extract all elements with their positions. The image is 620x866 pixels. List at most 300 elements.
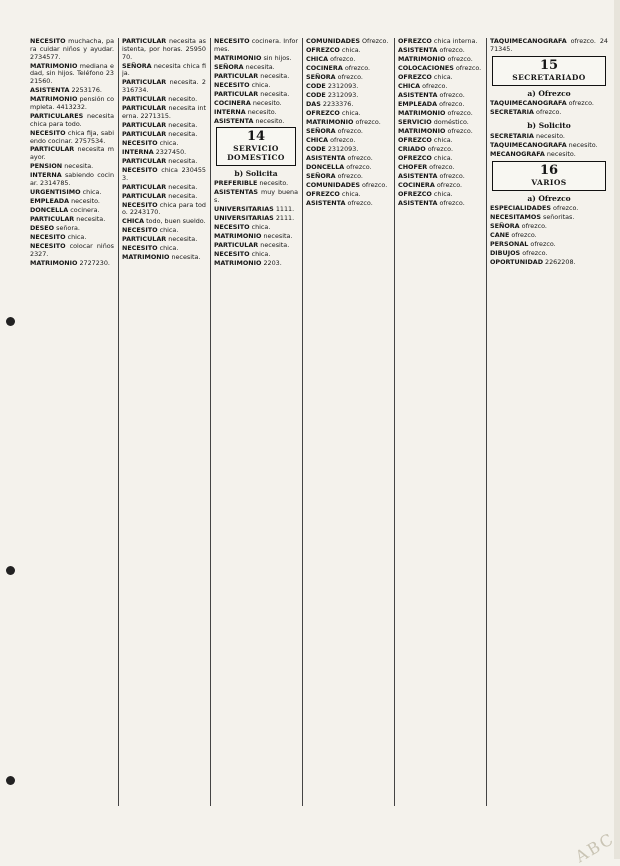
classified-ad [30,146,114,162]
ad-keyword: DESEO [30,223,55,232]
ad-text: sabiendo cocinar. 2314785. [30,171,114,188]
classified-ad [398,119,482,127]
ad-keyword: NECESITO [122,200,158,209]
ad-keyword: MATRIMONIO [214,259,262,268]
classified-ad [30,130,114,146]
classified-ad [30,198,114,206]
classified-ad [490,232,608,240]
ad-keyword: NECESITO [214,223,250,232]
ad-keyword: MECANOGRAFA [490,150,545,159]
ad-keyword: MATRIMONIO [30,258,78,267]
classified-ad [30,234,114,242]
ad-text: ofrezco. [520,249,548,258]
ad-keyword: ASISTENTA [30,86,70,95]
ad-text: ofrezco. [528,240,556,249]
ad-column-5 [398,38,482,806]
ad-keyword: PARTICULAR [122,104,167,113]
classified-ad [122,122,206,130]
ad-text: chica. [339,45,361,54]
ad-text: sin hijos. [261,53,292,62]
ad-text: chica fija, sabiendo cocinar. 2757534. [30,128,114,145]
ad-keyword: PARTICULAR [214,89,259,98]
ad-keyword: NECESITO [214,250,250,259]
ad-keyword: PARTICULAR [122,120,167,129]
ad-keyword: COMUNIDADES [306,38,360,45]
ad-text: ofrezco. 2471345. [490,38,608,53]
classified-ad [398,191,482,199]
classified-ad [306,110,390,118]
section-16-header [492,161,606,191]
ad-keyword: PARTICULAR [122,191,167,200]
classified-ad [306,137,390,145]
ad-text: ofrezco. [353,117,381,126]
ad-text: necesito. [250,98,282,107]
classified-ad [306,146,390,154]
ad-keyword: PARTICULAR [30,214,75,223]
classified-ad [398,173,482,181]
ad-text: ofrezco. [519,222,547,231]
binding-hole-icon [6,566,15,575]
ad-keyword: PARTICULAR [122,235,167,244]
ad-column-6 [490,38,608,806]
ad-keyword: NECESITO [30,232,66,241]
section-14-header [216,127,296,166]
ad-keyword: NECESITO [30,241,66,250]
ad-text: ofrezco. [437,99,465,108]
classified-ad [398,155,482,163]
ad-text: señora. [54,223,80,232]
section-number: 16 [539,163,559,179]
ad-keyword: EMPLEADA [398,99,438,108]
classified-ad [398,56,482,64]
ad-text: chica. [431,135,453,144]
ad-text: 2253176. [69,86,102,95]
classified-ad [398,137,482,145]
ad-text: necesita asistenta, por horas. 2595070. [122,38,206,61]
ad-column-1 [30,38,114,806]
ad-text: 2203. [261,259,282,268]
ad-keyword: SECRETARIA [490,132,534,141]
ad-keyword: PARTICULAR [122,38,167,45]
ad-keyword: PERSONAL [490,240,529,249]
ad-text: ofrezco. [342,63,371,72]
ad-text: ofrezco. [551,204,579,213]
ad-keyword: OFREZCO [398,135,432,144]
ad-keyword: NECESITO [214,38,250,45]
classified-ad [122,79,206,95]
classified-ad [490,109,608,117]
ad-keyword: PREFERIBLE [214,179,258,188]
ad-list [490,100,608,117]
ad-text: señoritas. [540,213,575,222]
ad-text: pensión completa. 4413232. [30,95,114,111]
ad-keyword: CRIADO [398,144,426,153]
ad-keyword: ASISTENTA [306,198,346,207]
ad-text: 2233376. [320,99,354,108]
ad-text: necesito. [544,150,576,159]
classified-ad [306,47,390,55]
classified-ad [490,214,608,222]
ad-list [214,180,298,267]
classified-ad [398,182,482,190]
ad-text: ofrezco. [437,45,465,54]
ad-keyword: SERVICIO [398,117,432,126]
ad-text: cocinera. [68,206,100,214]
ad-text: ofrezco. [345,153,373,162]
ad-keyword: OFREZCO [398,38,432,45]
ad-keyword: ASISTENTA [214,116,254,125]
ad-text: necesito. [253,116,285,125]
ad-keyword: MATRIMONIO [214,232,262,241]
ad-keyword: NECESITO [30,38,66,45]
classified-ad [306,101,390,109]
ad-keyword: ASISTENTA [398,45,438,54]
classified-ad [214,38,298,54]
ad-text: necesita interna. 2271315. [122,104,206,120]
ad-keyword: NECESITO [122,138,158,147]
ad-text: necesita. [261,232,293,241]
ad-keyword: PARTICULAR [122,129,167,138]
ad-text: necesita. [169,253,201,262]
section-number: 14 [246,129,266,145]
ad-keyword: ASISTENTAS [214,188,259,197]
ad-text: chica. [157,244,179,253]
ad-keyword: NECESITAMOS [490,213,541,222]
ad-text: necesito. [566,141,598,150]
ad-text: chica 2304553. [122,165,206,182]
ad-text: ofrezco. [534,107,562,116]
ad-text: chica. [65,232,87,241]
ad-text: necesita. 2316734. [122,78,206,95]
ad-text: 2262208. [543,258,576,267]
section-title: SERVICIO DOMESTICO [227,144,285,163]
section-title: SECRETARIADO [512,72,586,82]
ad-text: necesita chica fija. [122,61,206,78]
ad-text: chica. [431,189,453,198]
ad-text: ofrezco. [345,198,373,207]
ad-keyword: OFREZCO [306,189,340,198]
ad-keyword: COLOCACIONES [398,63,454,72]
ad-keyword: TAQUIMECANOGRAFA [490,141,567,150]
ad-text: necesita. [258,241,290,250]
classified-ad [398,74,482,82]
classified-ad [30,172,114,188]
ad-keyword: MATRIMONIO [214,53,262,62]
ad-text: 2312093. [325,144,359,153]
ad-text: necesita. [166,156,198,165]
ad-keyword: MATRIMONIO [398,108,446,117]
classified-ad [214,180,298,188]
ad-text: necesita. [166,120,198,129]
classified-ad [30,63,114,86]
ad-column-3 [214,38,298,806]
ad-keyword: COCINERA [214,98,251,107]
ad-text: necesita. [166,182,198,191]
classified-ad [490,223,608,231]
classified-ad [30,207,114,215]
classified-ad [214,224,298,232]
ad-keyword: SEÑORA [490,222,520,231]
ad-keyword: CHOFER [398,162,428,171]
ad-text: Ofrezco. [359,38,389,45]
classified-ad [30,96,114,112]
ad-text: 2312093. [325,81,359,90]
classified-ad [30,38,114,61]
ad-keyword: ASISTENTA [306,153,346,162]
ad-text: 2312093. [325,90,359,99]
classified-ad [30,87,114,95]
ad-keyword: DIBUJOS [490,249,521,258]
ad-keyword: CHICA [122,217,145,226]
classified-ad [306,182,390,190]
ad-keyword: UNIVERSITARIAS [214,205,274,214]
ad-keyword: EMPLEADA [30,197,70,206]
ad-keyword: SEÑORA [214,62,244,71]
ad-keyword: COCINERA [306,63,343,72]
classified-ad [122,184,206,192]
ad-text: chica. [157,226,179,235]
ad-keyword: TAQUIMECANOGRAFA [490,98,567,107]
classified-ad [398,101,482,109]
classified-ad [306,119,390,127]
classified-ad [122,227,206,235]
classified-ad [490,205,608,213]
ad-keyword: PARTICULAR [30,145,75,154]
ad-keyword: INTERNA [30,171,62,180]
ad-keyword: MATRIMONIO [398,54,446,63]
classified-ad [214,215,298,223]
ad-text: ofrezco. [335,126,363,135]
ad-text: chica. [339,108,361,117]
classified-ad [490,241,608,249]
ad-keyword: OFREZCO [306,108,340,117]
classified-ad [122,245,206,253]
ad-keyword: CHICA [306,135,329,144]
classified-ad [306,83,390,91]
classified-ad [122,202,206,218]
ad-keyword: CHICA [398,81,421,90]
classified-ad [306,173,390,181]
classified-ad [398,200,482,208]
ad-text: ofrezco. [453,63,482,72]
classified-ad [214,91,298,99]
classified-ad [490,38,608,54]
ad-keyword: ASISTENTA [398,171,438,180]
column-rule [486,38,487,806]
ad-text: ofrezco. [335,72,363,81]
classified-ad [398,128,482,136]
ad-text: 2727230. [77,258,110,267]
classified-ad [214,260,298,268]
ad-keyword: SEÑORA [306,171,336,180]
ad-keyword: PARTICULAR [214,241,259,250]
ad-keyword: PARTICULARES [30,111,84,120]
ad-keyword: OFREZCO [398,153,432,162]
ad-text: necesita. [258,89,290,98]
section-title: VARIOS [531,178,567,188]
ad-text: muy buenas. [214,188,298,205]
ad-text: necesita. [166,129,198,138]
ad-keyword: MATRIMONIO [398,126,446,135]
ad-list [490,205,608,267]
ad-text: ofrezco. [328,135,356,144]
column-rule [210,38,211,806]
ad-keyword: COCINERA [398,180,435,189]
ad-text: necesito. [69,197,100,206]
binding-hole-icon [6,776,15,785]
ad-list [490,133,608,159]
ad-keyword: COMUNIDADES [306,180,360,189]
ad-keyword: PARTICULAR [122,156,167,165]
ad-keyword: PARTICULAR [122,182,167,191]
classified-ad [30,260,114,268]
classified-ad [398,83,482,91]
classified-ad [214,64,298,72]
ad-text: necesita mayor. [30,145,114,162]
ad-text: ofrezco. [344,162,372,171]
ad-keyword: ASISTENTA [398,198,438,207]
classified-ad [398,92,482,100]
classified-ad [490,151,608,159]
section-15-header [492,56,606,86]
classified-ad [398,38,482,46]
classified-ad [398,164,482,172]
ad-text: chica. [431,153,453,162]
subsection-heading: a) Ofrezco [527,88,571,98]
ad-text: ofrezco. [437,90,465,99]
ad-text: ofrezco. [437,198,465,207]
ad-keyword: DAS [306,99,321,108]
classified-ad [306,74,390,82]
ad-text: chica. [339,189,361,198]
ad-keyword: SEÑORA [306,72,336,81]
classified-ad [30,189,114,197]
classified-ad [214,242,298,250]
ad-keyword: MATRIMONIO [30,95,78,104]
ad-text: muchacha, para cuidar niños y ayudar. 2734577. [30,38,114,61]
ad-text: necesita chica para todo. [30,111,114,128]
ad-text: chica. [249,223,271,232]
section-number: 15 [539,57,559,73]
ad-column-4 [306,38,390,806]
classified-ad [490,259,608,267]
classified-ad [306,155,390,163]
ad-keyword: NECESITO [122,165,158,174]
ad-keyword: OFREZCO [398,189,432,198]
classified-ad [214,251,298,259]
column-rule [302,38,303,806]
classified-ad [214,100,298,108]
ad-text: todo, buen sueldo. [144,217,206,226]
ad-keyword: INTERNA [214,107,246,116]
ad-keyword: SECRETARIA [490,107,534,116]
subsection-heading: a) Ofrezco [527,194,571,204]
ad-text: chica para todo. 2243170. [122,200,206,217]
classified-ad [122,105,206,121]
ad-keyword: ASISTENTA [398,90,438,99]
classified-ad [122,236,206,244]
ad-keyword: NECESITO [214,80,250,89]
classified-ad [306,92,390,100]
ad-keyword: NECESITO [30,128,66,137]
binding-hole-icon [6,317,15,326]
ad-keyword: CODE [306,90,326,99]
ad-keyword: CODE [306,144,326,153]
ad-text: necesita. [74,214,106,223]
classified-ad [30,113,114,129]
ad-text: necesita. [166,235,198,244]
ad-text: chica. [80,188,102,197]
classified-ad [398,110,482,118]
subsection-heading: b) Solicita [234,169,278,179]
ad-column-2 [122,38,206,806]
classified-ad [30,216,114,224]
classified-ad [398,146,482,154]
ad-keyword: CODE [306,81,326,90]
classified-ad [122,218,206,226]
ad-text: ofrezco. [359,180,388,189]
classified-ad [122,140,206,148]
classified-ad [306,38,390,46]
classified-ad [306,164,390,172]
ad-keyword: TAQUIMECANOGRAFA [490,38,567,45]
ad-text: necesito. [166,95,198,104]
ad-text: chica. [431,72,453,81]
column-rule [118,38,119,806]
ad-keyword: NECESITO [122,244,158,253]
ad-keyword: DONCELLA [306,162,345,171]
watermark: ABC [572,828,618,866]
classified-ad [490,133,608,141]
ad-keyword: MATRIMONIO [306,117,354,126]
page-edge [614,0,620,859]
ad-text: necesito. [245,107,277,116]
ad-text: cocinera. Informes. [214,38,298,53]
ad-keyword: URGENTISIMO [30,188,81,197]
classified-ad [122,149,206,157]
ad-text: mediana edad, sin hijos. Teléfono 2321560. [30,61,114,86]
ad-keyword: CHICA [306,54,329,63]
ad-text: ofrezco. [434,180,463,189]
classified-ad [214,55,298,63]
column-rule [394,38,395,806]
classified-ad [490,250,608,258]
ad-text: necesita. [243,62,275,71]
subsection-heading: b) Solicito [527,121,571,131]
ad-text: necesita. [62,162,94,171]
classified-ad [214,189,298,205]
ad-text: ofrezco. [509,231,537,240]
ad-text: ofrezco. [328,54,356,63]
classified-ad [122,254,206,262]
ad-text: necesito. [257,179,289,188]
classified-ad [214,109,298,117]
ad-keyword: PENSION [30,162,63,171]
classified-ad [306,56,390,64]
ad-keyword: DONCELLA [30,206,69,214]
ad-keyword: PARTICULAR [122,78,167,87]
ad-text: chica. [249,80,271,89]
ad-text: ofrezco. [445,108,473,117]
ad-keyword: ESPECIALIDADES [490,204,552,213]
ad-keyword: NECESITO [122,226,158,235]
ad-keyword: SEÑORA [122,61,152,70]
ad-keyword: OFREZCO [398,72,432,81]
ad-list [490,38,608,54]
ad-keyword: MATRIMONIO [30,61,78,70]
classified-ad [122,131,206,139]
ad-keyword: CANE [490,231,510,240]
